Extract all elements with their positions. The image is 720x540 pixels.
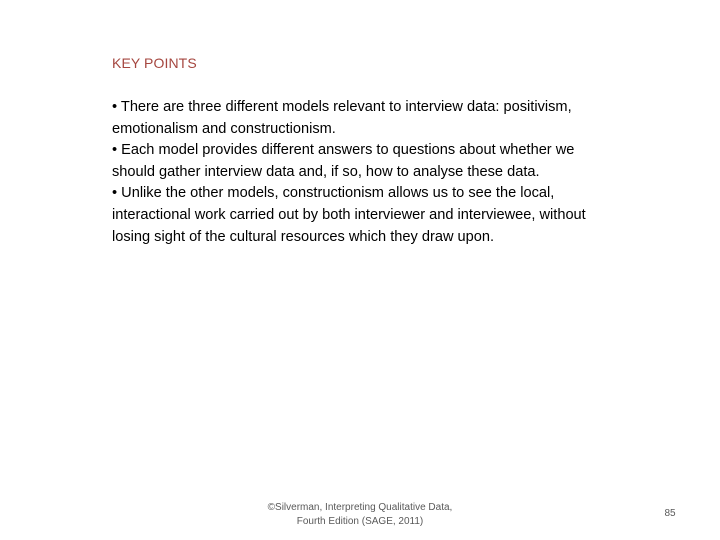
footer-citation [230, 501, 490, 529]
citation-line: Fourth Edition (SAGE, 2011) [296, 516, 424, 527]
bullet-point: • There are three different models relevant to interview data: positivism, emotionalism and constructionism. [112, 99, 572, 137]
key-points-body [112, 97, 592, 248]
citation-line: ©Silverman, Interpreting Qualitative Data, [267, 502, 453, 513]
bullet-point: • Each model provides different answers to questions about whether we should gather interview data and, if so, how to analyse these data. [112, 142, 575, 180]
bullet-point: • Unlike the other models, constructionism allows us to see the local, interactional work carried out by both interviewer and interviewee, without losing sight of the cultural resources which they draw upon. [112, 185, 586, 245]
slide-heading: KEY POINTS [112, 55, 197, 71]
page-number: 85 [664, 508, 676, 519]
